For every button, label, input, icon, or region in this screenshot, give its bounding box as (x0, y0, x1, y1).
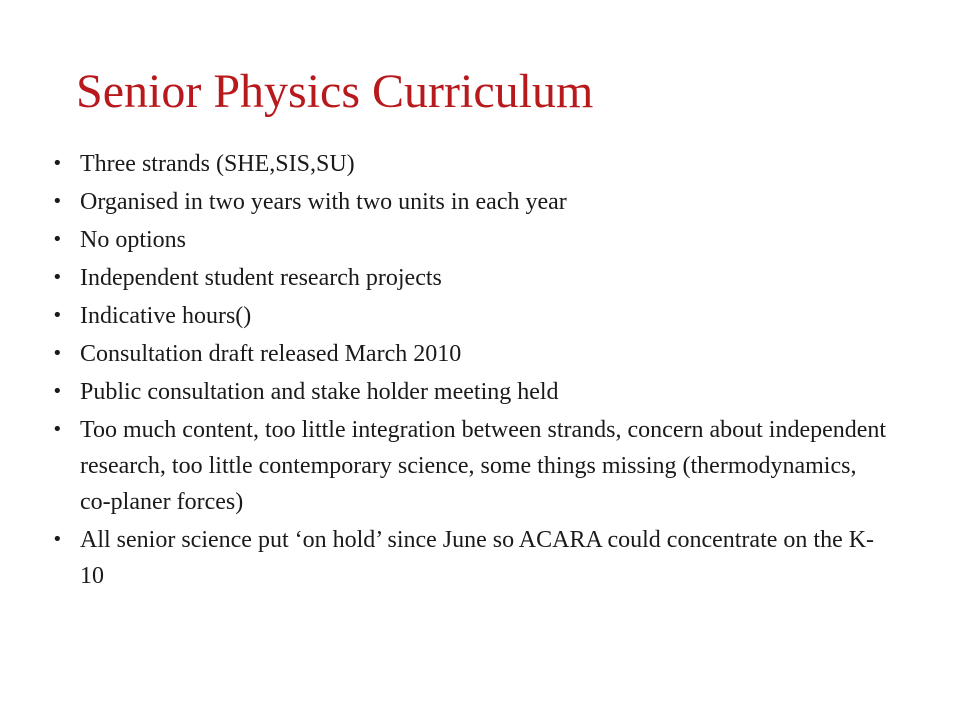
bullet-item (48, 374, 888, 410)
bullet-dot-icon: • (52, 305, 63, 326)
bullet-text: Independent student research projects (80, 265, 442, 291)
bullet-item (48, 184, 888, 220)
bullet-text: Three strands (SHE,SIS,SU) (80, 151, 355, 177)
bullet-text: Indicative hours() (80, 303, 252, 329)
bullet-text: No options (80, 227, 187, 253)
bullet-item (48, 260, 888, 296)
bullet-text: All senior science put ‘on hold’ since June so ACARA could concentrate on the K-10 (80, 527, 875, 589)
bullet-item (48, 412, 888, 520)
bullet-dot-icon: • (52, 191, 63, 212)
bullet-item (48, 222, 888, 258)
bullet-dot-icon: • (52, 153, 63, 174)
bullet-item (48, 146, 888, 182)
bullet-item (48, 298, 888, 334)
bullet-item (48, 522, 888, 594)
slide-title: Senior Physics Curriculum (76, 65, 594, 118)
bullet-text: Too much content, too little integration between strands, concern about independent research, too little contemporary science, some things missing (thermodynamics, co-planer forces) (80, 417, 887, 515)
bullet-dot-icon: • (52, 419, 63, 440)
bullet-dot-icon: • (52, 343, 63, 364)
bullet-dot-icon: • (52, 229, 63, 250)
bullet-text: Organised in two years with two units in each year (80, 189, 567, 215)
bullet-list (48, 146, 888, 596)
bullet-dot-icon: • (52, 381, 63, 402)
bullet-dot-icon: • (52, 267, 63, 288)
bullet-dot-icon: • (52, 529, 63, 550)
bullet-item (48, 336, 888, 372)
bullet-text: Consultation draft released March 2010 (80, 341, 462, 367)
bullet-text: Public consultation and stake holder meeting held (80, 379, 559, 405)
